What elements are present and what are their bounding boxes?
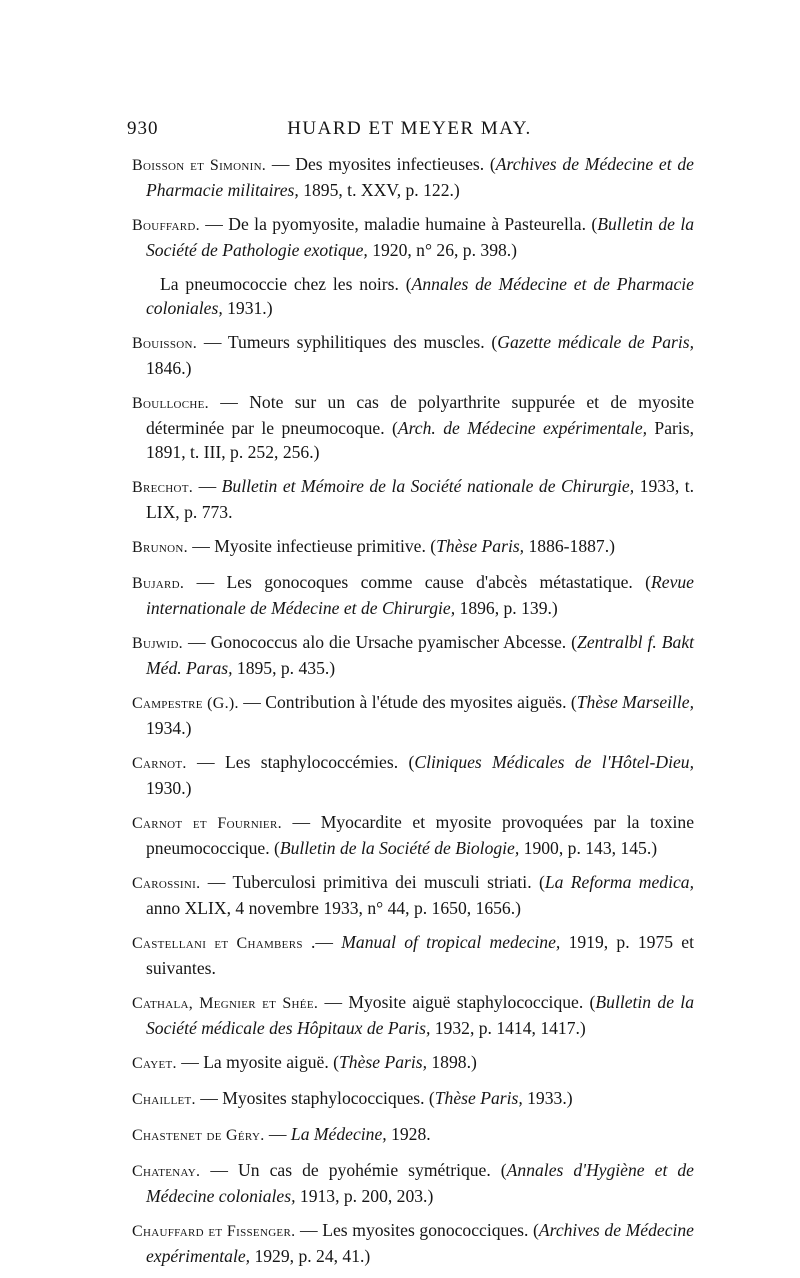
entry-title: La pneumococcie chez les noirs. (: [160, 274, 412, 294]
entry-separator: —: [183, 632, 211, 652]
entry-title: Myosite aiguë staphylococcique. (: [348, 992, 596, 1012]
entry-author: Bujwid.: [132, 635, 183, 652]
entry-source: Annales de Médecine et de Pharmacie coloniales,: [146, 274, 694, 318]
entry-details: 1900, p. 143, 145.): [519, 838, 658, 858]
entry-source: Bulletin de la Société médicale des Hôpitaux de Paris,: [146, 992, 694, 1038]
entry-details: 1933.): [522, 1088, 573, 1108]
entry-source: Manual of tropical medecine,: [341, 932, 561, 952]
entry-details: 1895, t. XXV, p. 122.): [298, 180, 460, 200]
bibliography-entry: [132, 690, 694, 740]
entry-source: La Reforma medica,: [544, 872, 694, 892]
entry-title: Tuberculosi primitiva dei musculi striati. (: [232, 872, 545, 892]
entry-source: Bulletin et Mémoire de la Société nationale de Chirurgie,: [221, 476, 635, 496]
entry-source: Cliniques Médicales de l'Hôtel-Dieu,: [414, 752, 695, 772]
entry-author: Cayet.: [132, 1055, 177, 1072]
entry-source: La Médecine,: [290, 1124, 387, 1144]
entry-details: 1919, p. 1975 et suivantes.: [146, 932, 694, 978]
entry-source: Bulletin de la Société de Pathologie exotique,: [146, 214, 695, 260]
entry-separator: —: [195, 1088, 223, 1108]
entry-separator: —: [187, 536, 215, 556]
entry-author: Bouffard.: [132, 217, 200, 234]
entry-details: 1898.): [426, 1052, 477, 1072]
entry-details: 1846.): [146, 358, 192, 378]
entry-details: 1913, p. 200, 203.): [295, 1186, 434, 1206]
entry-details: 1928.: [386, 1124, 431, 1144]
bibliography-entry: [132, 750, 694, 800]
bibliography-entry: [132, 870, 694, 920]
bibliography-entry: [132, 534, 694, 560]
entry-author: Chauffard et Fissenger.: [132, 1223, 296, 1240]
entry-separator: —: [208, 392, 250, 412]
bibliography-entry: [132, 212, 694, 262]
bibliography-entry: [132, 570, 694, 620]
entry-author: Campestre (G.).: [132, 695, 239, 712]
entry-separator: —: [176, 1052, 204, 1072]
entry-title: Les myosites gonococciques. (: [322, 1220, 539, 1240]
bibliography-entry: [132, 272, 694, 320]
bibliography-list: [132, 152, 694, 1278]
entry-source: Revue internationale de Médecine et de Chirurgie,: [146, 572, 694, 618]
entry-title: Les gonocoques comme cause d'abcès métastatique. (: [226, 572, 652, 592]
entry-title: Des myosites infectieuses. (: [295, 154, 496, 174]
entry-details: 1895, p. 435.): [232, 658, 336, 678]
entry-details: 1932, p. 1414, 1417.): [430, 1018, 586, 1038]
entry-title: Tumeurs syphilitiques des muscles. (: [227, 332, 498, 352]
entry-author: Carossini.: [132, 875, 201, 892]
entry-author: Castellani et Chambers: [132, 935, 303, 952]
entry-details: anno XLIX, 4 novembre 1933, n° 44, p. 1650, 1656.): [146, 898, 521, 918]
entry-separator: .—: [302, 932, 342, 952]
entry-details: 1929, p. 24, 41.): [250, 1246, 371, 1266]
bibliography-entry: [132, 930, 694, 980]
entry-author: Boulloche.: [132, 395, 209, 412]
bibliography-entry: [132, 330, 694, 380]
entry-source: Zentralbl f. Bakt Méd. Paras,: [146, 632, 695, 678]
entry-separator: —: [197, 332, 228, 352]
entry-title: Myocardite et myosite provoquées par la toxine pneumococcique. (: [146, 812, 695, 858]
entry-details: 1930.): [146, 778, 192, 798]
entry-author: Chastenet de Géry.: [132, 1127, 265, 1144]
bibliography-entry: [132, 990, 694, 1040]
entry-separator: —: [318, 992, 349, 1012]
entry-source: Thèse Paris,: [436, 536, 525, 556]
entry-details: 1896, p. 139.): [455, 598, 558, 618]
bibliography-entry: [132, 1050, 694, 1076]
entry-details: 1920, n° 26, p. 398.): [367, 240, 518, 260]
entry-author: Bujard.: [132, 575, 185, 592]
page-header: [127, 118, 692, 144]
entry-title: Gonococcus alo die Ursache pyamischer Abcesse. (: [210, 632, 578, 652]
entry-separator: —: [200, 872, 233, 892]
entry-separator: —: [295, 1220, 323, 1240]
entry-separator: —: [266, 154, 296, 174]
entry-separator: —: [238, 692, 266, 712]
entry-details: 1931.): [222, 298, 273, 318]
entry-source: Gazette médicale de Paris,: [497, 332, 694, 352]
entry-source: Annales d'Hygiène et de Médecine coloniales,: [146, 1160, 694, 1206]
entry-details: 1934.): [146, 718, 192, 738]
entry-separator: —: [199, 214, 229, 234]
entry-details: 1933, t. LIX, p. 773.: [146, 476, 695, 522]
bibliography-entry: [132, 810, 694, 860]
entry-title: De la pyomyosite, maladie humaine à Pasteurella. (: [228, 214, 598, 234]
entry-title: La myosite aiguë. (: [203, 1052, 340, 1072]
entry-author: Chatenay.: [132, 1163, 201, 1180]
entry-details: Paris, 1891, t. III, p. 252, 256.): [146, 418, 695, 462]
running-head: HUARD ET MEYER MAY.: [287, 118, 532, 139]
entry-author: Cathala, Megnier et Shée.: [132, 995, 319, 1012]
entry-separator: —: [264, 1124, 291, 1144]
entry-title: Contribution à l'étude des myosites aiguës. (: [265, 692, 577, 712]
entry-source: Archives de Médecine expérimentale,: [146, 1220, 694, 1266]
entry-author: Brunon.: [132, 539, 188, 556]
entry-author: Carnot et Fournier.: [132, 815, 282, 832]
entry-source: Thèse Paris,: [434, 1088, 523, 1108]
entry-title: Note sur un cas de polyarthrite suppurée et de myosite déterminée par le pneumocoque. (: [146, 392, 694, 438]
entry-separator: —: [184, 572, 227, 592]
entry-separator: —: [281, 812, 321, 832]
entry-author: Bouisson.: [132, 335, 198, 352]
entry-title: Les staphylococcémies. (: [225, 752, 415, 772]
entry-title: Un cas de pyohémie symétrique. (: [238, 1160, 507, 1180]
bibliography-entry: [132, 390, 694, 464]
bibliography-entry: [132, 1122, 694, 1148]
entry-source: Arch. de Médecine expérimentale,: [397, 418, 648, 438]
bibliography-entry: [132, 1086, 694, 1112]
page-number: 930: [127, 118, 159, 139]
entry-author: Boisson et Simonin.: [132, 157, 267, 174]
entry-author: Chaillet.: [132, 1091, 196, 1108]
entry-source: Thèse Marseille,: [576, 692, 695, 712]
entry-source: Archives de Médecine et de Pharmacie militaires,: [146, 154, 694, 200]
entry-source: Thèse Paris,: [339, 1052, 427, 1072]
bibliography-entry: [132, 152, 694, 202]
bibliography-entry: [132, 1158, 694, 1208]
entry-author: Brechot.: [132, 479, 194, 496]
entry-title: Myosites staphylococciques. (: [222, 1088, 435, 1108]
entry-title: Myosite infectieuse primitive. (: [214, 536, 437, 556]
bibliography-entry: [132, 474, 694, 524]
bibliography-entry: [132, 630, 694, 680]
entry-details: 1886-1887.): [524, 536, 615, 556]
entry-separator: —: [200, 1160, 239, 1180]
entry-separator: —: [186, 752, 226, 772]
bibliography-entry: [132, 1218, 694, 1268]
entry-author: Carnot.: [132, 755, 187, 772]
entry-source: Bulletin de la Société de Biologie,: [279, 838, 520, 858]
entry-separator: —: [193, 476, 222, 496]
